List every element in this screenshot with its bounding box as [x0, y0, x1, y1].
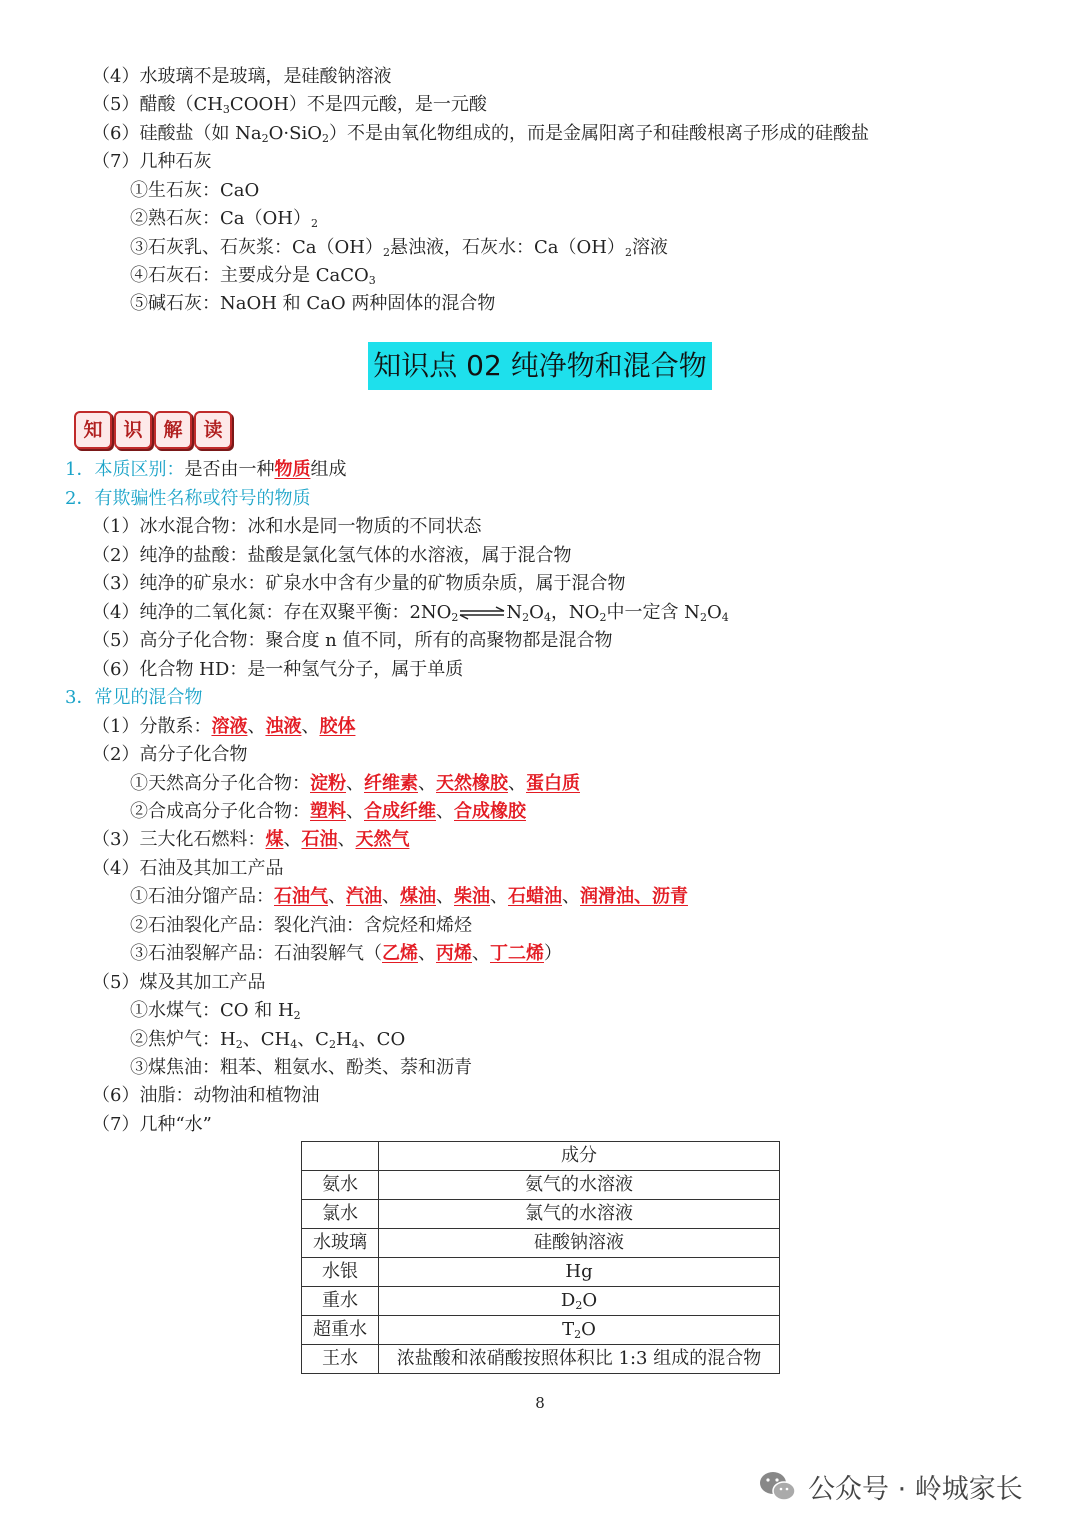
table-cell: 硅酸钠溶液	[379, 1229, 780, 1258]
equilibrium-arrow-icon	[458, 606, 506, 620]
mixture-5-3: ③煤焦油：粗苯、粗氨水、酚类、萘和沥青	[130, 1057, 472, 1078]
misleading-6: （6）化合物 HD：是一种氢气分子，属于单质	[92, 659, 464, 680]
heading-2: 2．有欺骗性名称或符号的物质	[65, 488, 311, 509]
mixture-2-2: ②合成高分子化合物：塑料、合成纤维、合成橡胶	[130, 801, 526, 822]
table-row	[302, 1258, 780, 1287]
page-number: 8	[535, 1394, 545, 1412]
mixture-3: （3）三大化石燃料：煤、石油、天然气	[92, 829, 410, 850]
lime-3: ③石灰乳、石灰浆：$Ca(OH)_2$悬浊液，石灰水：$Ca(OH)_2$溶液	[130, 237, 668, 259]
misleading-2: （2）纯净的盐酸：盐酸是氯化氢气体的水溶液，属于混合物	[92, 545, 572, 566]
table-cell: $D_2O$	[379, 1287, 780, 1316]
heading-3: 3．常见的混合物	[65, 687, 203, 708]
table-cell: 氯水	[302, 1200, 379, 1229]
table-cell: 王水	[302, 1345, 379, 1374]
table-row	[302, 1345, 780, 1374]
table-cell: 成分	[379, 1142, 780, 1171]
mixture-2-1: ①天然高分子化合物：淀粉、纤维素、天然橡胶、蛋白质	[130, 773, 580, 794]
table-cell: 水玻璃	[302, 1229, 379, 1258]
table-cell: 氯气的水溶液	[379, 1200, 780, 1229]
table-row	[302, 1229, 780, 1258]
table-row	[302, 1316, 780, 1345]
mixture-2: （2）高分子化合物	[92, 744, 248, 765]
misleading-5: （5）高分子化合物：聚合度 n 值不同，所有的高聚物都是混合物	[92, 630, 613, 651]
wechat-icon	[758, 1470, 798, 1504]
misleading-1: （1）冰水混合物：冰和水是同一物质的不同状态	[92, 516, 482, 537]
watermark	[758, 1467, 1023, 1506]
table-header	[302, 1142, 780, 1171]
badge-char: 解	[154, 411, 192, 449]
mixture-7: （7）几种“水”	[92, 1114, 212, 1135]
misleading-4: （4）纯净的二氧化氮：存在双聚平衡：$2NO_2$ $N_2O_4$，$NO_2$中一定含 $N_2O_4$	[92, 602, 729, 624]
badge-char: 识	[114, 411, 152, 449]
table-cell: 氨气的水溶液	[379, 1171, 780, 1200]
lime-4: ④石灰石：主要成分是 CaCO$_3$	[130, 265, 376, 287]
badge-char: 知	[74, 411, 112, 449]
water-table	[301, 1141, 780, 1374]
misleading-3: （3）纯净的矿泉水：矿泉水中含有少量的矿物质杂质，属于混合物	[92, 573, 626, 594]
table-cell: $T_2O$	[379, 1316, 780, 1345]
item-6: （6）硅酸盐（如 $Na_2O\cdot SiO_2$）不是由氧化物组成的，而是金属阳离子和硅酸根离子形成的硅酸盐	[92, 123, 869, 145]
badge-char: 读	[194, 411, 232, 449]
heading-1: 1．本质区别：是否由一种物质组成	[65, 459, 347, 480]
item-4: （4）水玻璃不是玻璃，是硅酸钠溶液	[92, 66, 392, 87]
table-cell: 水银	[302, 1258, 379, 1287]
table-cell: 重水	[302, 1287, 379, 1316]
mixture-6: （6）油脂：动物油和植物油	[92, 1085, 320, 1106]
mixture-5-2: ②焦炉气：$H_2$、$CH_4$、$C_2H_4$、CO	[130, 1029, 406, 1051]
table-row	[302, 1200, 780, 1229]
mixture-4-2: ②石油裂化产品：裂化汽油：含烷烃和烯烃	[130, 915, 472, 936]
lime-5: ⑤碱石灰：NaOH 和 CaO 两种固体的混合物	[130, 293, 496, 314]
table-cell: 氨水	[302, 1171, 379, 1200]
mixture-4-3: ③石油裂解产品：石油裂解气（乙烯、丙烯、丁二烯）	[130, 943, 562, 964]
table-cell: 浓盐酸和浓硝酸按照体积比 1:3 组成的混合物	[379, 1345, 780, 1374]
mixture-1: （1）分散系：溶液、浊液、胶体	[92, 716, 356, 737]
table-cell: 超重水	[302, 1316, 379, 1345]
table-row	[302, 1171, 780, 1200]
section-title: 知识点 02 纯净物和混合物	[368, 342, 712, 390]
item-7: （7）几种石灰	[92, 151, 212, 172]
lime-2: ②熟石灰：$Ca(OH)_2$	[130, 208, 318, 230]
mixture-5-1: ①水煤气：CO 和 $H_2$	[130, 1000, 301, 1022]
knowledge-badge	[74, 411, 232, 449]
mixture-5: （5）煤及其加工产品	[92, 972, 266, 993]
mixture-4: （4）石油及其加工产品	[92, 858, 284, 879]
mixture-4-1: ①石油分馏产品：石油气、汽油、煤油、柴油、石蜡油、润滑油、沥青	[130, 886, 688, 907]
table-row	[302, 1287, 780, 1316]
table-cell: Hg	[379, 1258, 780, 1287]
table-cell	[302, 1142, 379, 1171]
watermark-text: 公众号 · 岭城家长	[808, 1474, 1023, 1505]
lime-1: ①生石灰：CaO	[130, 180, 260, 201]
item-5: （5）醋酸$(CH_3COOH)$不是四元酸，是一元酸	[92, 94, 487, 116]
